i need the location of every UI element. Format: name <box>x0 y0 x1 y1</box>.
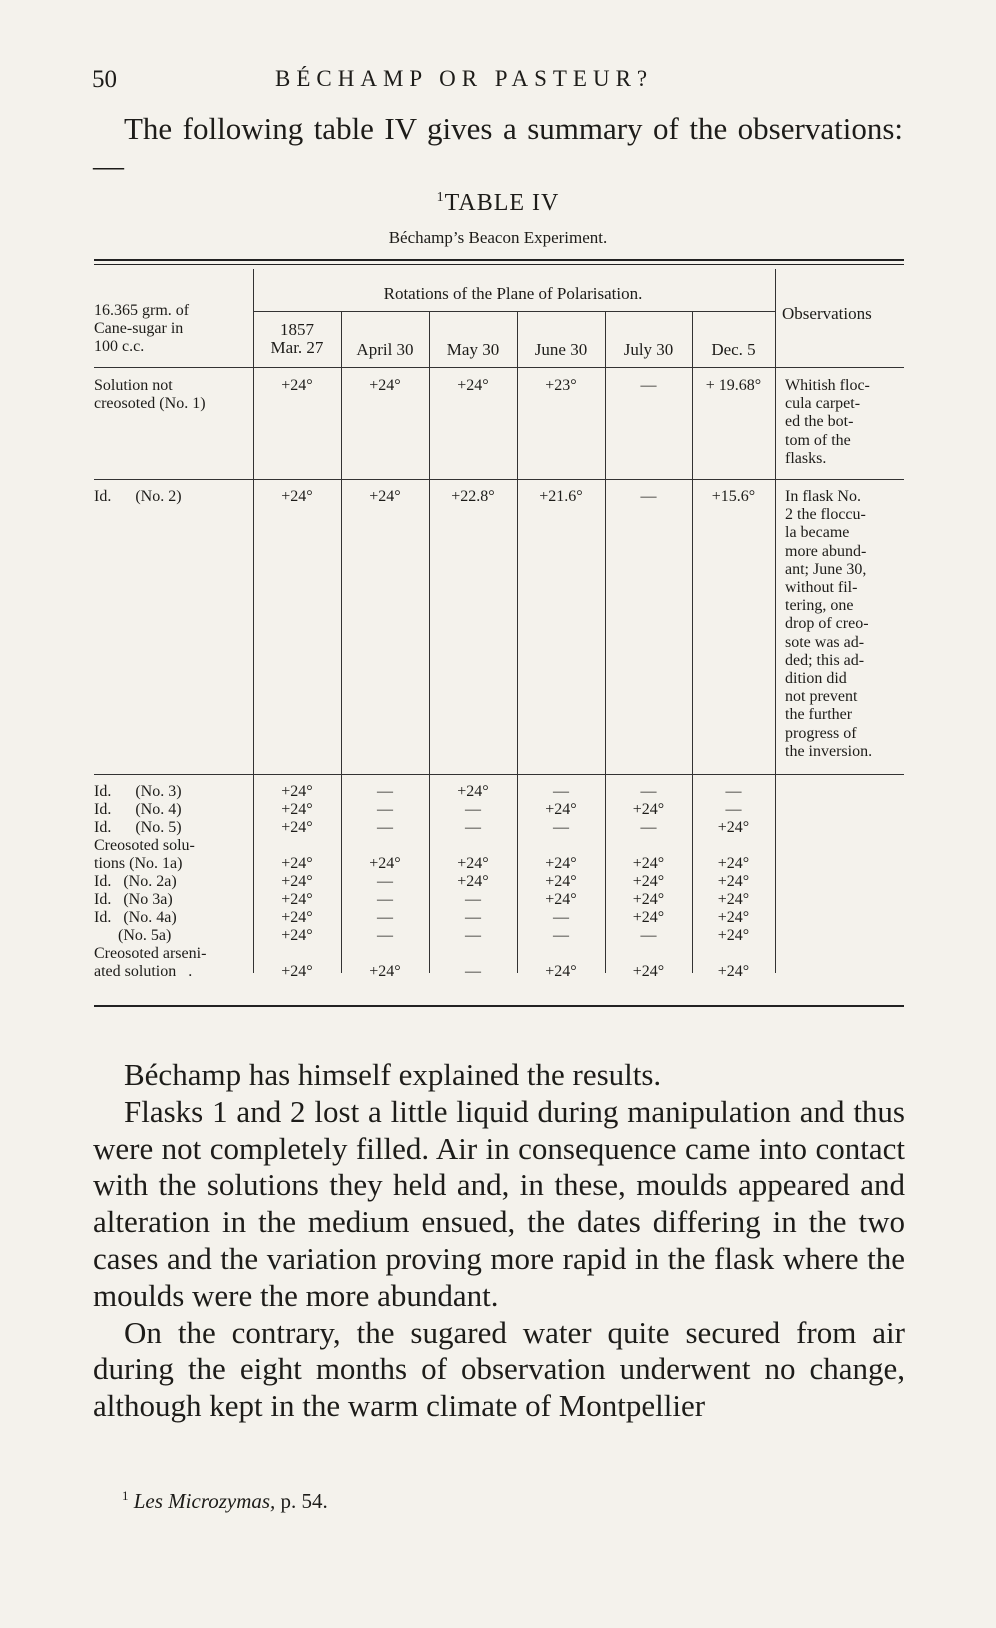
observations-header: Observations <box>782 304 872 323</box>
table-cell: +23° <box>545 377 577 394</box>
row-rule <box>94 479 904 480</box>
observation-line: dition did <box>785 670 847 688</box>
left-header <box>94 302 244 356</box>
row-label-line: Id. (No. 5) <box>94 819 182 836</box>
column-header-line: April 30 <box>356 340 414 359</box>
left-header-line: Cane-sugar in <box>94 320 184 337</box>
table-cell: — <box>377 783 393 800</box>
observation-line: ed the bot- <box>785 413 854 431</box>
row-label <box>94 873 244 891</box>
table-cell: — <box>377 873 393 890</box>
table-cell: +24° <box>632 891 665 908</box>
observation-line: progress of <box>785 724 857 742</box>
column-header <box>692 340 775 360</box>
table-cell: — <box>377 891 393 908</box>
table-cell: +24° <box>281 873 313 890</box>
row-label-line: Solution not <box>94 377 173 394</box>
table-title <box>0 190 996 217</box>
left-header-line: 16.365 grm. of <box>94 302 190 319</box>
table-cell: +24° <box>717 909 750 926</box>
table-cell: — <box>465 819 481 836</box>
row-label-line: Id. (No. 2) <box>94 488 182 505</box>
row-label-line: Id. (No 3a) <box>94 891 173 908</box>
table-cell: — <box>725 801 742 818</box>
table-cell: — <box>640 377 657 394</box>
table-cell: +24° <box>545 855 577 872</box>
table-top-rule-thin <box>94 264 904 265</box>
table-cell: — <box>465 891 481 908</box>
table-cell: +24° <box>369 377 401 394</box>
table-cell: — <box>465 909 481 926</box>
footnote-page: p. 54. <box>275 1489 328 1513</box>
column-header <box>517 340 605 360</box>
footnote-marker: 1 <box>122 1488 129 1503</box>
table-cell: +24° <box>717 891 750 908</box>
observation-line: more abund- <box>785 542 867 560</box>
observation-row-1 <box>785 377 905 468</box>
observation-line: la became <box>785 524 850 542</box>
table-cell: — <box>377 819 393 836</box>
body-paragraph: On the contrary, the sugared water quite secured from air during the eight months of observation underwent no change, although kept in the warm climate of Montpellier <box>93 1314 905 1424</box>
table-bottom-rule <box>94 1005 904 1007</box>
column-header-line: Dec. 5 <box>711 340 756 359</box>
table-cell: +24° <box>281 855 313 872</box>
observation-line: flasks. <box>785 449 827 467</box>
table-cell: — <box>377 801 393 818</box>
table-cell: — <box>640 488 657 505</box>
running-title: BÉCHAMP OR PASTEUR? <box>275 66 654 91</box>
footnote-source: Les Microzymas, <box>133 1489 276 1513</box>
table-cell: +24° <box>632 801 665 818</box>
table-cell: — <box>377 909 393 926</box>
row-label-line: Creosoted solu- <box>94 837 195 854</box>
table-cell: — <box>553 819 569 836</box>
group-header-rule <box>253 311 775 312</box>
observation-line: cula carpet- <box>785 395 861 413</box>
column-header-line: June 30 <box>534 340 588 359</box>
row-label <box>94 891 244 909</box>
observation-row-2 <box>785 488 905 761</box>
observation-line: ded; this ad- <box>785 651 865 669</box>
table-cell: +24° <box>369 488 401 505</box>
table-cell: — <box>465 963 481 980</box>
column-header-line: 1857 <box>280 320 314 339</box>
header-rule <box>94 367 904 368</box>
row-label-line: ated solution . <box>94 963 193 980</box>
table-cell: +24° <box>457 377 489 394</box>
col-divider <box>775 269 776 973</box>
observation-line: sote was ad- <box>785 633 865 651</box>
row-label-line: Id. (No. 4a) <box>94 909 177 926</box>
table-cell: — <box>377 927 393 944</box>
row-label <box>94 945 244 981</box>
table-cell: — <box>553 783 569 800</box>
table-cell: +24° <box>632 909 665 926</box>
group-header: Rotations of the Plane of Polarisation. <box>383 284 643 303</box>
table-cell: +24° <box>281 927 313 944</box>
table-cell: +24° <box>717 819 750 836</box>
table-cell: +24° <box>717 927 750 944</box>
table-cell: +24° <box>545 873 577 890</box>
table-cell: +24° <box>281 909 313 926</box>
intro-paragraph: The following table IV gives a summary of the observations:— <box>93 111 903 183</box>
table-cell: +24° <box>717 873 750 890</box>
body-paragraph: Flasks 1 and 2 lost a little liquid during manipulation and thus were not completely filled. Air in consequence came into contact with the solutions they held and, in these, moulds appeared and alteration in the medium ensued, the dates differing in the two cases and the variation proving more rapid in the flask where the moulds were the more abundant. <box>93 1093 905 1313</box>
row-label <box>94 783 244 801</box>
observation-line: tering, one <box>785 597 854 615</box>
table-cell: +24° <box>457 783 489 800</box>
row-label <box>94 377 244 413</box>
observation-line: drop of creo- <box>785 615 869 633</box>
observation-line: without fil- <box>785 579 858 597</box>
column-header-line: Mar. 27 <box>270 338 324 357</box>
table-cell: +24° <box>632 963 665 980</box>
table-subtitle: Béchamp’s Beacon Experiment. <box>388 228 608 247</box>
body-paragraph: Béchamp has himself explained the results. <box>124 1057 662 1092</box>
observation-line: ant; June 30, <box>785 560 867 578</box>
column-header-line: May 30 <box>446 340 500 359</box>
row-label <box>94 909 244 927</box>
row-label <box>94 837 244 873</box>
table-cell: +24° <box>717 855 750 872</box>
row-label-line: Id. (No. 2a) <box>94 873 177 890</box>
table-cell: +24° <box>545 963 577 980</box>
table-cell: +24° <box>369 855 401 872</box>
footnote <box>122 1488 328 1514</box>
table-cell: — <box>465 801 481 818</box>
row-label <box>94 927 244 945</box>
table-cell: — <box>640 927 657 944</box>
running-head <box>92 66 902 102</box>
table-cell: +24° <box>281 783 313 800</box>
table-cell: — <box>640 783 657 800</box>
table-cell: +21.6° <box>539 488 583 505</box>
table-cell: — <box>640 819 657 836</box>
row-label-line: Id. (No. 4) <box>94 801 182 818</box>
table-cell: — <box>465 927 481 944</box>
table-cell: +24° <box>632 873 665 890</box>
table-cell: +24° <box>457 873 489 890</box>
table-top-rule <box>94 259 904 261</box>
observation-line: tom of the <box>785 431 851 449</box>
table-cell: +24° <box>281 801 313 818</box>
row-label <box>94 488 244 506</box>
table-cell: +24° <box>369 963 401 980</box>
table-footnote-marker: 1 <box>436 190 445 205</box>
observation-line: the further <box>785 706 853 724</box>
table-cell: +24° <box>281 819 313 836</box>
table-cell: — <box>553 927 569 944</box>
table-cell: + 19.68° <box>705 377 762 394</box>
column-header <box>253 321 341 357</box>
left-header-line: 100 c.c. <box>94 338 145 355</box>
observation-line: In flask No. <box>785 488 861 505</box>
row-rule <box>94 774 904 775</box>
column-header <box>605 340 692 360</box>
table-cell: +22.8° <box>451 488 495 505</box>
column-header-line: July 30 <box>623 340 674 359</box>
row-label-line: (No. 5a) <box>94 927 172 944</box>
page-number: 50 <box>92 66 117 93</box>
table-cell: +24° <box>717 963 750 980</box>
column-header <box>429 340 517 360</box>
row-label <box>94 801 244 819</box>
table-cell: +24° <box>457 855 489 872</box>
table-cell: +24° <box>281 377 313 394</box>
table-cell: +24° <box>545 891 577 908</box>
table-cell: +24° <box>281 891 313 908</box>
table-cell: — <box>725 783 742 800</box>
observation-line: Whitish floc- <box>785 377 870 394</box>
observation-line: the inversion. <box>785 742 873 760</box>
body-text <box>93 1057 905 1425</box>
column-header <box>341 340 429 360</box>
table-title-text: TABLE IV <box>444 190 560 216</box>
table-cell: +24° <box>632 855 665 872</box>
row-label-line: Id. (No. 3) <box>94 783 182 800</box>
table-cell: +24° <box>281 963 313 980</box>
table-cell: +15.6° <box>711 488 756 505</box>
table-cell: — <box>553 909 569 926</box>
observation-line: 2 the floccu- <box>785 506 866 524</box>
row-label-line: tions (No. 1a) <box>94 855 183 872</box>
observation-line: not prevent <box>785 688 858 706</box>
row-label-line: Creosoted arseni- <box>94 945 207 962</box>
row-label <box>94 819 244 837</box>
row-label-line: creosoted (No. 1) <box>94 395 206 412</box>
table-cell: +24° <box>281 488 313 505</box>
table-cell: +24° <box>545 801 577 818</box>
